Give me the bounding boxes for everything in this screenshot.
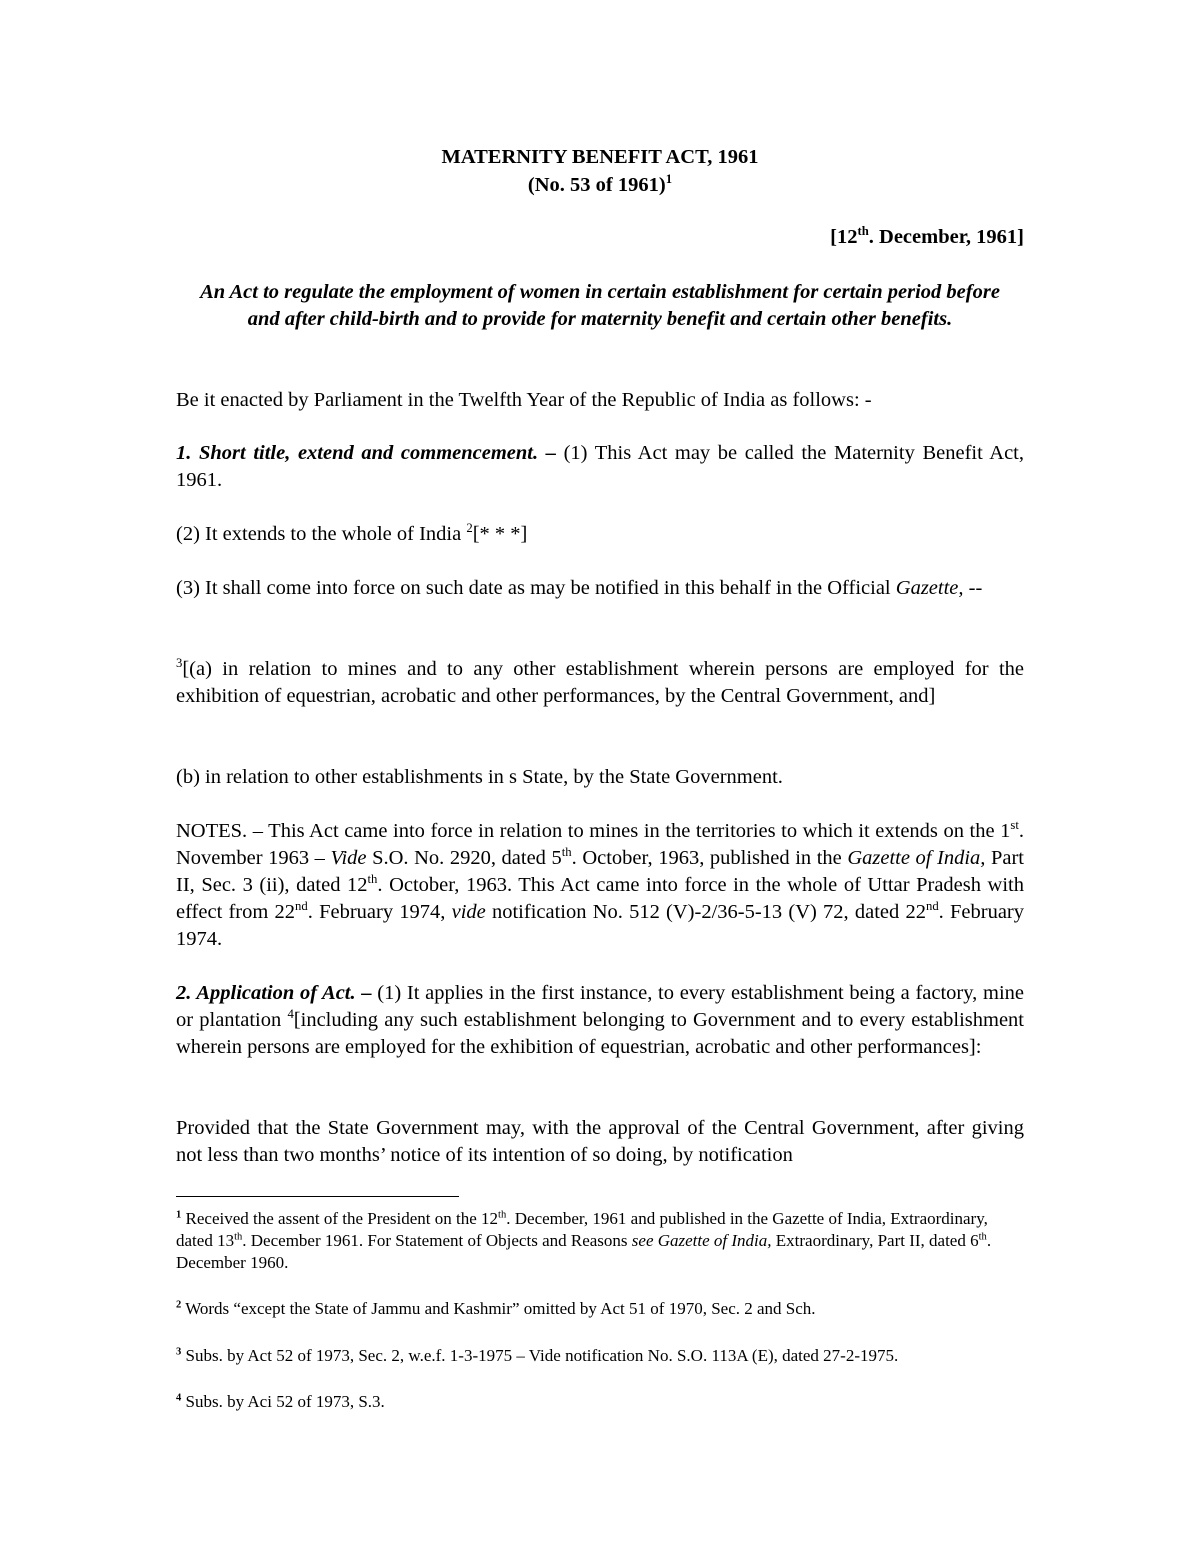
act-title: MATERNITY BENEFIT ACT, 1961 (441, 146, 759, 168)
footnote-1: $^1$ Received the assent of the President on the 12th. December, 1961 and published in the Gazette of India, Extraordinary, dated 13th. December 1961. For Statement of Objects and Reasons see Gazette of India, Extraordinary, Part II, dated 6th. December 1960. (176, 1209, 992, 1272)
footnote-2: $^2$ Words “except the State of Jammu and Kashmir” omitted by Act 51 of 1970, Sec. 2 and Sch. (176, 1299, 816, 1318)
long-title: An Act to regulate the employment of women in certain establishment for certain period before and after child-birth and to provide for maternity benefit and certain other benefits. (200, 281, 1000, 330)
act-number: (No. 53 of 1961)$^1$ (527, 172, 673, 196)
footnote-ref-1: 1 (665, 172, 673, 187)
section-1-heading: 1. Short title, extend and commencement. – (176, 442, 556, 464)
footnote-3: $^3$ Subs. by Act 52 of 1973, Sec. 2, w.e.f. 1-3-1975 – Vide notification No. S.O. 113A (E), dated 27-2-1975. (176, 1346, 899, 1365)
footnote-separator (176, 1196, 459, 1197)
enacting-clause: Be it enacted by Parliament in the Twelfth Year of the Republic of India as follows: - (176, 389, 872, 411)
section-2-subsection-1: 2. Application of Act. – (1) It applies in the first instance, to every establishment being a factory, mine or plantation $^4$[including any such establishment belonging to Government and to every establishment wherein persons are employed for the exhibition of equestrian, acrobatic and other performances]: (176, 982, 1025, 1058)
section-1-subsection-2: (2) It extends to the whole of India $^2$[* * *] (176, 521, 528, 545)
section-1-subsection-1: 1. Short title, extend and commencement. – (1) This Act may be called the Maternity Benefit Act, 1961. (176, 442, 1024, 491)
section-1-notes: NOTES. – This Act came into force in relation to mines in the territories to which it extends on the 1st. November 1963 – Vide S.O. No. 2920, dated 5th. October, 1963, published in the Gazette of India, Part II, Sec. 3 (ii), dated 12th. October, 1963. This Act came into force in the whole of Uttar Pradesh with effect from 22nd. February 1974, vide notification No. 512 (V)-2/36-5-13 (V) 72, dated 22nd. February 1974. (176, 818, 1025, 950)
footnote-ref-4: 4 (287, 1007, 294, 1022)
section-2-heading: 2. Application of Act. – (176, 982, 372, 1004)
section-1-clause-b: (b) in relation to other establishments in s State, by the State Government. (176, 766, 783, 788)
footnote-4: $^4$ Subs. by Aci 52 of 1973, S.3. (176, 1392, 385, 1411)
footnote-ref-3: 3 (176, 656, 183, 671)
footnote-ref-2: 2 (466, 521, 473, 536)
section-2-proviso: Provided that the State Government may, with the approval of the Central Government, after giving not less than two months’ notice of its intention of so doing, by notification (176, 1117, 1024, 1166)
section-1-subsection-3: (3) It shall come into force on such date as may be notified in this behalf in the Official Gazette, -- (176, 577, 983, 599)
act-date: [12th. December, 1961] (830, 224, 1024, 248)
section-1-clause-a: $^3$[(a) in relation to mines and to any other establishment wherein persons are employed for the exhibition of equestrian, acrobatic and other performances, by the Central Government, and] (176, 656, 1024, 707)
